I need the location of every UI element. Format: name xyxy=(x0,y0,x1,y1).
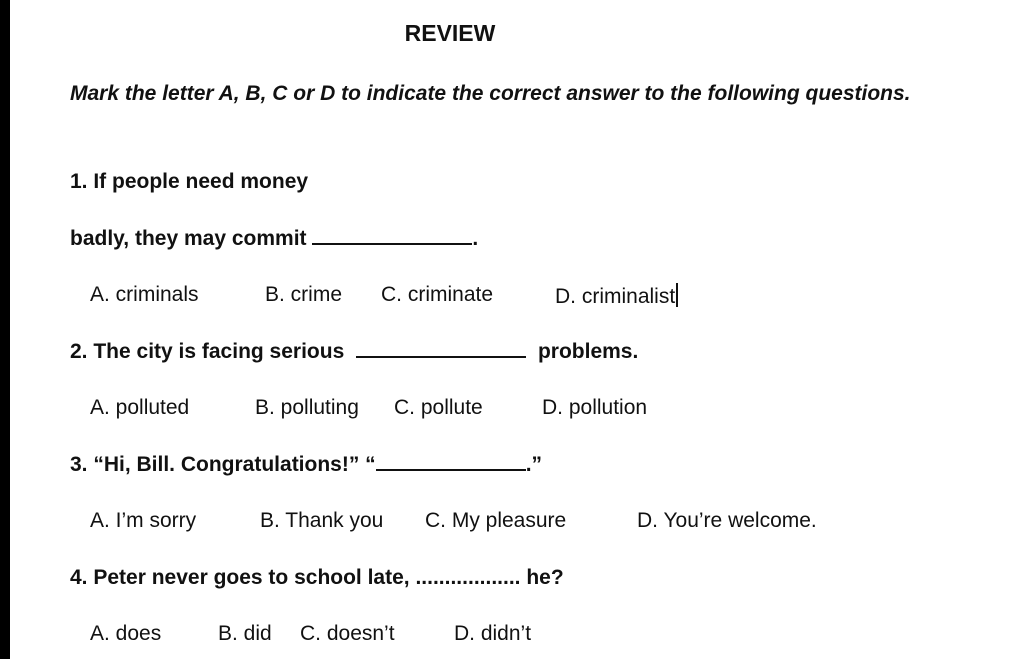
question-2 xyxy=(70,340,638,364)
question-3-end: .” xyxy=(525,453,543,476)
question-4-text: 4. Peter never goes to school late, xyxy=(70,566,410,589)
option-3c[interactable]: C. My pleasure xyxy=(425,509,567,532)
question-3-text: 3. “Hi, Bill. Congratulations!” “ xyxy=(70,453,376,476)
option-2b[interactable]: B. polluting xyxy=(255,396,359,419)
question-2-text: 2. The city is facing serious xyxy=(70,340,345,363)
question-1-line-1: 1. If people need money xyxy=(70,170,309,193)
option-2a[interactable]: A. polluted xyxy=(90,396,190,419)
option-1d-label: D. criminalist xyxy=(555,285,676,308)
text-cursor xyxy=(676,283,678,307)
question-3 xyxy=(70,453,542,477)
option-1b[interactable]: B. crime xyxy=(265,283,343,306)
option-4b[interactable]: B. did xyxy=(218,622,272,645)
option-3b[interactable]: B. Thank you xyxy=(260,509,384,532)
question-4 xyxy=(70,566,564,590)
question-2-end: problems. xyxy=(537,340,639,363)
answer-dots: .................. xyxy=(415,566,521,589)
question-1-line-2 xyxy=(70,227,478,251)
option-2d[interactable]: D. pollution xyxy=(542,396,648,419)
question-1-text: badly, they may commit xyxy=(70,227,307,250)
instructions: Mark the letter A, B, C or D to indicate the correct answer to the following questions. xyxy=(70,82,911,105)
option-1c[interactable]: C. criminate xyxy=(381,283,494,306)
question-1-end: . xyxy=(472,227,479,250)
option-3a[interactable]: A. I’m sorry xyxy=(90,509,197,532)
option-4c[interactable]: C. doesn’t xyxy=(300,622,395,645)
option-3d[interactable]: D. You’re welcome. xyxy=(637,509,817,532)
option-4d[interactable]: D. didn’t xyxy=(454,622,532,645)
answer-blank xyxy=(376,453,526,471)
option-2c[interactable]: C. pollute xyxy=(394,396,483,419)
worksheet-page xyxy=(10,0,1024,659)
answer-blank xyxy=(312,227,472,245)
option-1d[interactable] xyxy=(555,283,678,309)
page-title: REVIEW xyxy=(404,20,496,46)
answer-blank xyxy=(356,340,526,358)
option-4a[interactable]: A. does xyxy=(90,622,162,645)
question-4-end: he? xyxy=(526,566,564,589)
option-1a[interactable]: A. criminals xyxy=(90,283,199,306)
